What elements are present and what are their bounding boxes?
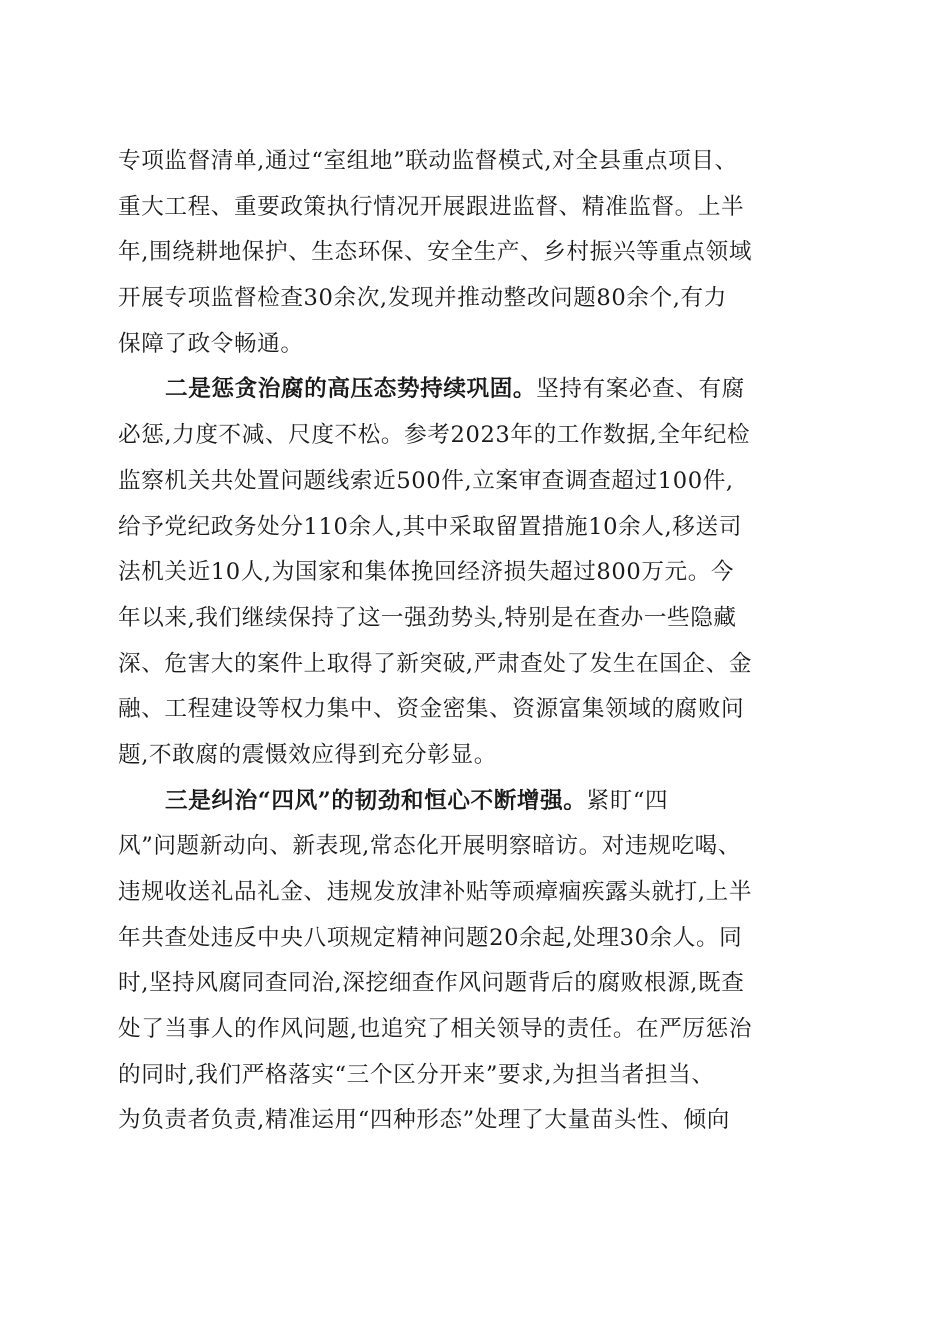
text-line xyxy=(118,505,832,551)
line-text: 年以来,我们继续保持了这一强劲势头,特别是在查办一些隐藏 xyxy=(118,604,737,631)
text-line xyxy=(118,961,832,1007)
text-line xyxy=(118,824,832,870)
line-text: 处了当事人的作风问题,也追究了相关领导的责任。在严厉惩治 xyxy=(118,1016,753,1043)
line-text: 重大工程、重要政策执行情况开展跟进监督、精准监督。上半 xyxy=(118,193,745,220)
line-text: 融、工程建设等权力集中、资金密集、资源富集领域的腐败问 xyxy=(118,696,745,723)
line-text: 年共查处违反中央八项规定精神问题20余起,处理30余人。同 xyxy=(118,924,743,951)
text-line xyxy=(118,459,832,505)
line-text: 风”问题新动向、新表现,常态化开展明察暗访。对违规吃喝、 xyxy=(118,833,741,860)
text-line xyxy=(118,185,832,231)
text-line xyxy=(118,230,832,276)
line-text: 违规收送礼品礼金、违规发放津补贴等顽瘴痼疾露头就打,上半 xyxy=(118,879,753,905)
line-text: 监察机关共处置问题线索近500件,立案审查调查超过100件, xyxy=(118,467,734,494)
text-line xyxy=(118,1053,832,1099)
paragraph-start-line xyxy=(118,779,832,825)
text-line xyxy=(118,1007,832,1053)
paragraph-start-line xyxy=(118,367,832,413)
text-line xyxy=(118,733,832,779)
line-text: 为负责者负责,精准运用“四种形态”处理了大量苗头性、倾向 xyxy=(118,1107,730,1134)
line-text: 题,不敢腐的震慑效应得到充分彰显。 xyxy=(118,741,497,768)
line-text: 专项监督清单,通过“室组地”联动监督模式,对全县重点项目、 xyxy=(118,148,738,174)
line-text: 给予党纪政务处分110余人,其中采取留置措施10余人,移送司 xyxy=(118,513,742,540)
text-line xyxy=(118,1098,832,1144)
paragraph-lead-heading: 二是惩贪治腐的高压态势持续巩固。 xyxy=(165,376,537,403)
text-line xyxy=(118,916,832,962)
text-line xyxy=(118,870,832,916)
text-line xyxy=(118,413,832,459)
text-line xyxy=(118,687,832,733)
text-line xyxy=(118,276,832,322)
paragraph-lead-heading: 三是纠治“四风”的韧劲和恒心不断增强。 xyxy=(165,787,587,814)
line-text: 时,坚持风腐同查同治,深挖细查作风问题背后的腐败根源,既查 xyxy=(118,970,745,997)
text-line xyxy=(118,596,832,642)
line-text: 深、危害大的案件上取得了新突破,严肃查处了发生在国企、金 xyxy=(118,650,753,677)
line-text: 的同时,我们严格落实“三个区分开来”要求,为担当者担当、 xyxy=(118,1061,715,1088)
line-text: 年,围绕耕地保护、生态环保、安全生产、乡村振兴等重点领域 xyxy=(118,239,753,266)
line-text: 法机关近10人,为国家和集体挽回经济损失超过800万元。今 xyxy=(118,559,735,586)
line-text: 必惩,力度不减、尺度不松。参考2023年的工作数据,全年纪检 xyxy=(118,422,751,449)
line-text: 保障了政令畅通。 xyxy=(118,330,304,357)
text-line xyxy=(118,642,832,688)
text-line xyxy=(118,139,832,185)
line-text: 开展专项监督检查30余次,发现并推动整改问题80余个,有力 xyxy=(118,285,727,312)
line-text: 紧盯“四 xyxy=(586,787,669,814)
line-text: 坚持有案必查、有腐 xyxy=(536,376,745,403)
text-line xyxy=(118,322,832,368)
text-line xyxy=(118,550,832,596)
